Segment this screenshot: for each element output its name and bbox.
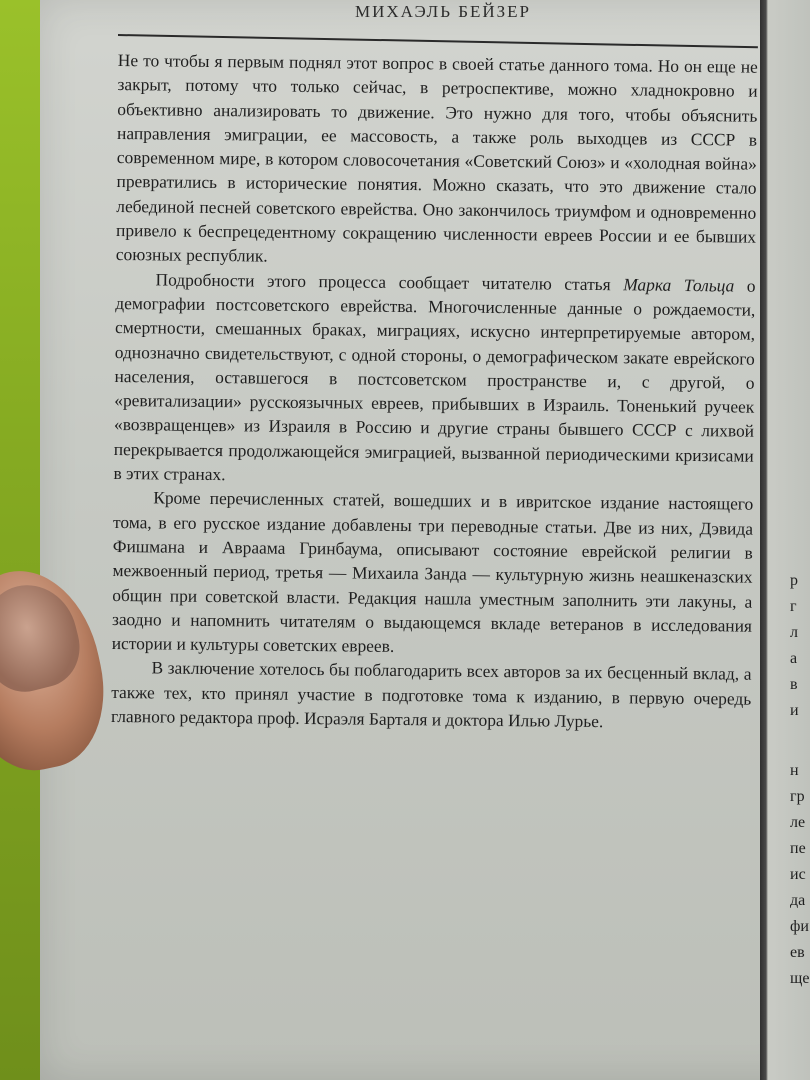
facing-page-fragment: ле [790,814,806,831]
facing-page-fragment: г [790,598,797,615]
facing-page-fragment: р [790,572,798,589]
paragraph-2 [113,267,755,492]
paragraph-2-rest: о демографии постсоветского еврейства. Многочисленные данные о рождаемости, смертности, смешанных браках, миграциях, искусно интерпретируемые автором, однозначно свидетельствуют, с одной стороны, о демографическом закате еврейского населения, оставшегося в постсоветском пространстве и, с другой, о «ревитализации» русскоязычных евреев, прибывших в Израиль. Тоненький ручеек «возвращенцев» из Израиля в Россию и другие страны бывшего СССР с лихвой перекрывается продолжающейся эмиграцией, вызванной периодическими кризисами в этих странах. [113,275,756,485]
facing-page-fragment: фи [790,918,809,935]
facing-page-fragment: в [790,676,798,693]
paragraph-1: Не то чтобы я первым поднял этот вопрос в своей статье данного тома. Но он еще не закрыт, потому что только сейчас, в ретроспективе, можно хладнокровно и объективно анализировать то движение. Это нужно для того, чтобы объяснить направления эмиграции, ее массовость, а также роль выходцев из СССР в современном мире, в котором словосочетания «Советский Союз» и «холодная война» превратились в исторические понятия. Можно сказать, что это движение стало лебединой песней советского еврейства. Оно закончилось триумфом и одновременно привело к беспрецедентному сокращению численности евреев России и ее бывших союзных республик. [115,49,758,266]
facing-page-fragment: гр [790,788,805,805]
facing-page-fragment: ис [790,866,806,883]
facing-page-fragment: н [790,762,799,779]
facing-page-fragment: да [790,892,806,909]
facing-page-fragment: и [790,702,799,719]
author-name-italic: Марка Тольца [623,273,735,296]
paragraph-2-lead: Подробности этого процесса сообщает читателю статья [155,269,624,294]
facing-page-fragment: ще [790,970,810,987]
facing-page-fragment: а [790,650,798,667]
paragraph-4: В заключение хотелось бы поблагодарить всех авторов за их бесценный вклад, а также тех, кто принял участие в подготовке тома к изданию, в первую очередь главного редактора проф. Исраэля Барталя и доктора Илью Лурье. [110,657,752,732]
facing-page-fragment: л [790,624,798,641]
facing-page-fragment: ев [790,944,805,961]
running-head: МИХАЭЛЬ БЕЙЗЕР [355,2,531,21]
page-body [111,48,758,735]
facing-page-fragment: пе [790,840,806,857]
paragraph-3: Кроме перечисленных статей, вошедших и в ивритское издание настоящего тома, в его русское издание добавлены три переводные статьи. Две из них, Дэвида Фишмана и Авраама Гринбаума, описывают состояние еврейской религии в межвоенный период, третья — Михаила Занда — культурную жизнь неашкеназских общин при советской власти. Редакция нашла уместным заполнить эти лакуны, а заодно и напомнить читателям о выдающемся вкладе ветеранов в исследования истории и культуры советских евреев. [111,487,754,657]
